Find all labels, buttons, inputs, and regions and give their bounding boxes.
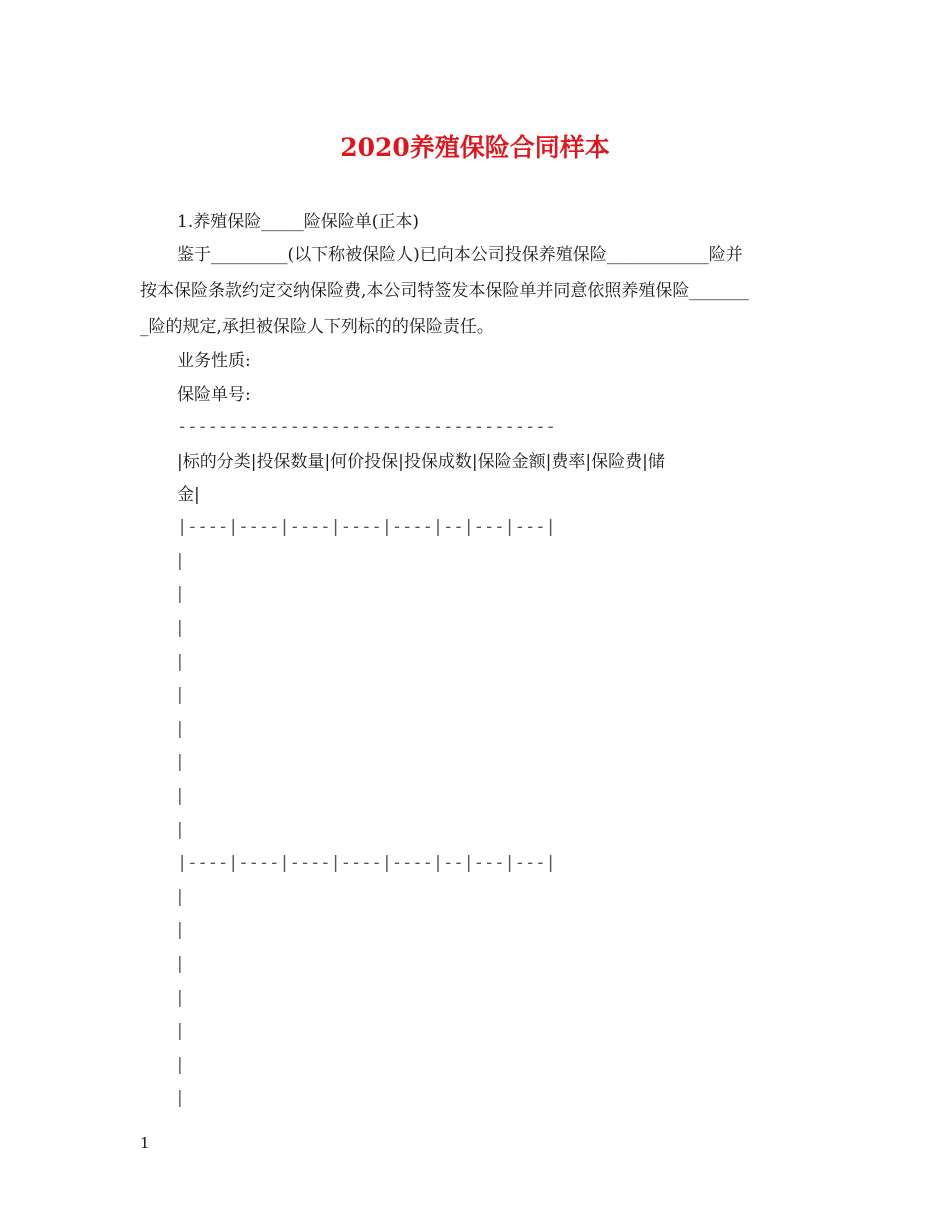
paragraph-line: 按本保险条款约定交纳保险费,本公司特签发本保险单并同意依照养殖保险_______ [140, 281, 749, 301]
table-row: | [177, 954, 183, 974]
page-number: 1 [140, 1134, 150, 1152]
table-divider: |----|----|----|----|----|--|---|---| [177, 853, 556, 873]
table-row: | [177, 652, 183, 672]
table-row: | [177, 719, 183, 739]
paragraph-line: 鉴于_________(以下称被保险人)已向本公司投保养殖保险____________险并 [177, 245, 743, 265]
table-row: | [177, 1088, 183, 1108]
table-row: | [177, 584, 183, 604]
table-row: | [177, 820, 183, 840]
table-divider: |----|----|----|----|----|--|---|---| [177, 517, 556, 537]
table-row: | [177, 786, 183, 806]
table-row: | [177, 752, 183, 772]
document-title: 2020养殖保险合同样本 [340, 133, 610, 162]
table-row: | [177, 920, 183, 940]
table-row: | [177, 1021, 183, 1041]
section-heading: 1.养殖保险_____险保险单(正本) [177, 212, 419, 232]
policy-number-label: 保险单号: [177, 385, 251, 405]
table-row: | [177, 685, 183, 705]
table-row: | [177, 988, 183, 1008]
table-row: | [177, 618, 183, 638]
separator-line: ------------------------------------- [177, 417, 556, 437]
paragraph-line: _险的规定,承担被保险人下列标的的保险责任。 [140, 317, 494, 337]
table-row: | [177, 1055, 183, 1075]
table-row: | [177, 551, 183, 571]
table-header: |标的分类|投保数量|何价投保|投保成数|保险金额|费率|保险费|储 [177, 452, 665, 472]
table-header-continued: 金| [177, 485, 200, 505]
business-nature-label: 业务性质: [177, 351, 251, 371]
table-row: | [177, 887, 183, 907]
